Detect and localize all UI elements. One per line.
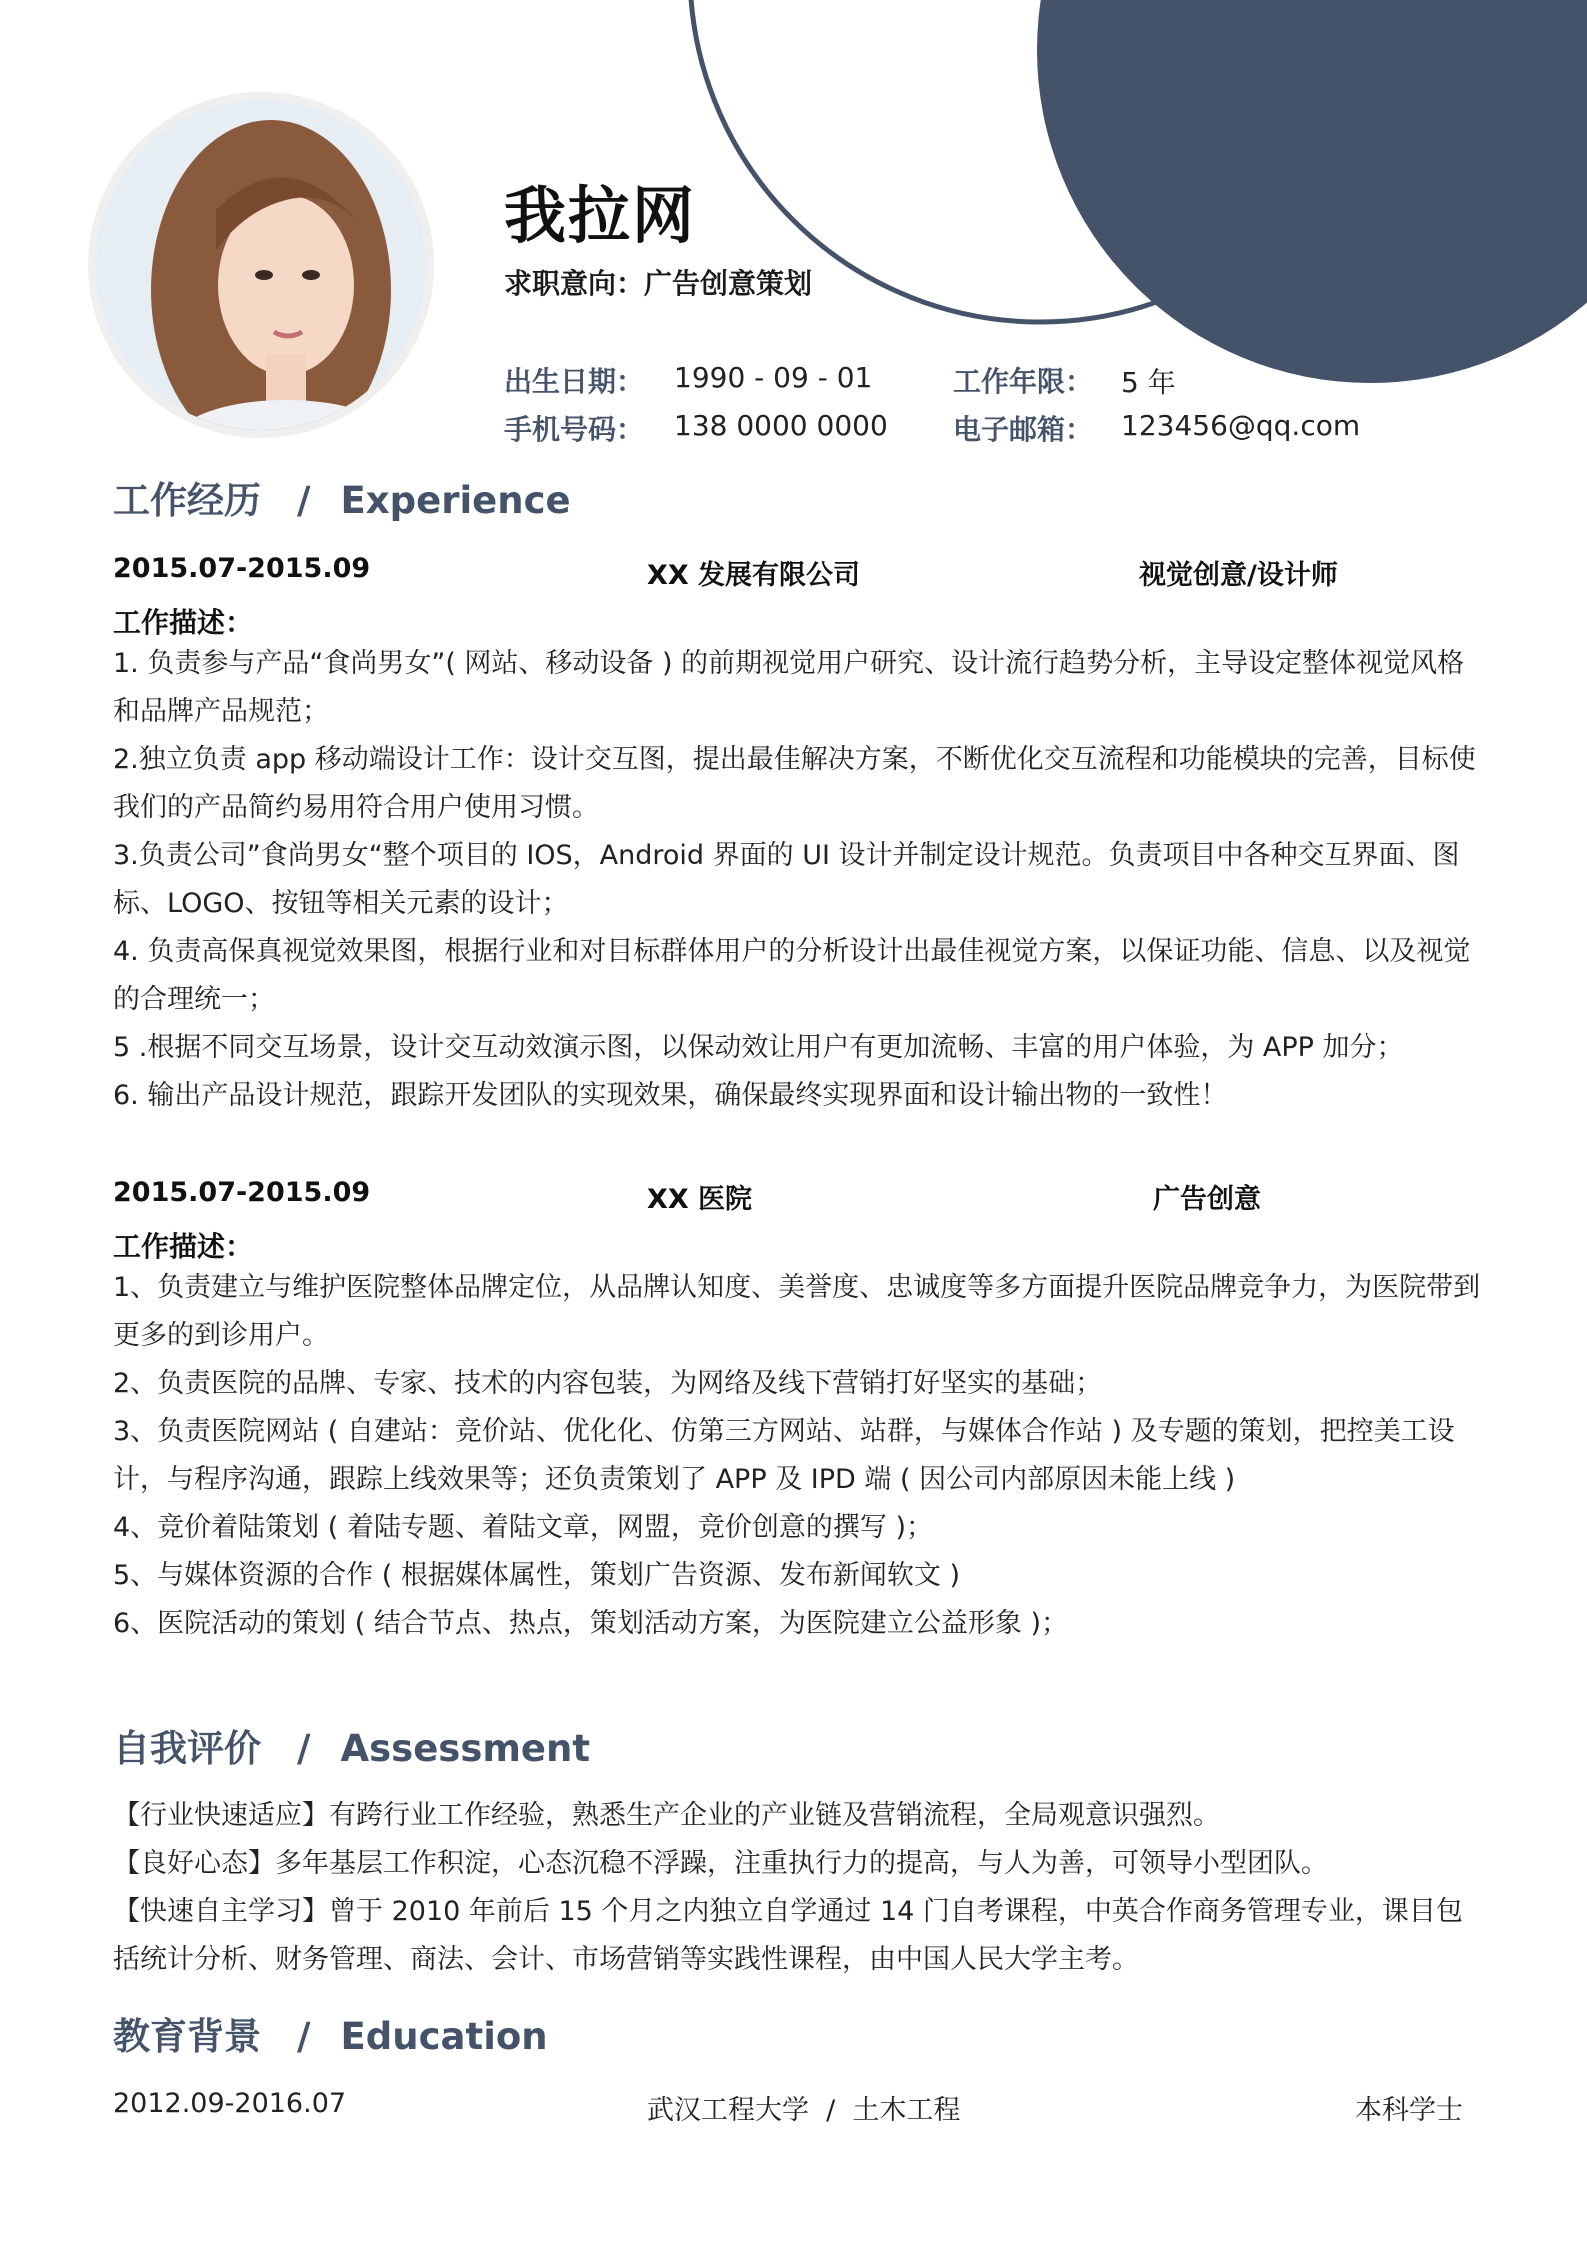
job-date: 2015.07-2015.09 (113, 1177, 371, 1208)
list-item: 1. 负责参与产品“食尚男女”( 网站、移动设备 ) 的前期视觉用户研究、设计流行趋势分析，主导设定整体视觉风格和品牌产品规范； (113, 648, 1465, 727)
list-item: 1、负责建立与维护医院整体品牌定位，从品牌认知度、美誉度、忠诚度等多方面提升医院品牌竞争力，为医院带到更多的到诊用户。 (113, 1272, 1481, 1351)
list-item: 【行业快速适应】有跨行业工作经验，熟悉生产企业的产业链及营销流程，全局观意识强烈。 (113, 1800, 1220, 1831)
section-title-assessment: 自我评价 / Assessment (113, 1727, 591, 1770)
phone-value: 138 0000 0000 (674, 409, 888, 442)
list-item: 3、负责医院网站 ( 自建站：竞价站、优化化、仿第三方网站、站群，与媒体合作站 ) 及专题的策划，把控美工设计，与程序沟通，跟踪上线效果等；还负责策划了 APP 及 IPD 端 ( 因公司内部原因未能上线 ) (113, 1416, 1455, 1495)
job-date: 2015.07-2015.09 (113, 553, 371, 584)
job-desc-label: 工作描述： (113, 1230, 254, 1263)
email-value: 123456@qq.com (1121, 409, 1361, 442)
job-company: XX 医院 (647, 1184, 753, 1215)
phone-label: 手机号码： (504, 413, 645, 446)
years-value: 5 年 (1121, 366, 1176, 399)
education-date: 2012.09-2016.07 (113, 2088, 347, 2119)
assessment-list (113, 1792, 1483, 1984)
list-item: 4. 负责高保真视觉效果图，根据行业和对目标群体用户的分析设计出最佳视觉方案，以保证功能、信息、以及视觉的合理统一； (113, 936, 1471, 1015)
list-item: 4、竞价着陆策划 ( 着陆专题、着陆文章，网盟，竞价创意的撰写 )； (113, 1512, 933, 1543)
section-title-experience: 工作经历 / Experience (113, 479, 571, 522)
job-desc-label: 工作描述： (113, 606, 254, 639)
list-item: 6. 输出产品设计规范，跟踪开发团队的实现效果，确保最终实现界面和设计输出物的一致性！ (113, 1080, 1228, 1111)
birth-label: 出生日期： (504, 365, 645, 398)
education-school: 武汉工程大学 / 土木工程 (647, 2095, 961, 2126)
portrait-icon (96, 100, 426, 430)
job-company: XX 发展有限公司 (647, 560, 861, 591)
job-role: 视觉创意/设计师 (1139, 560, 1338, 591)
list-item: 5、与媒体资源的合作 ( 根据媒体属性，策划广告资源、发布新闻软文 ) (113, 1560, 960, 1591)
section-title-education: 教育背景 / Education (113, 2015, 548, 2058)
years-label: 工作年限： (953, 365, 1094, 398)
job-role: 广告创意 (1153, 1184, 1261, 1215)
job-description-list (113, 1264, 1483, 1648)
list-item: 3.负责公司”食尚男女“整个项目的 IOS，Android 界面的 UI 设计并制定设计规范。负责项目中各种交互界面、图标、LOGO、按钮等相关元素的设计； (113, 840, 1460, 919)
avatar (88, 92, 434, 438)
list-item: 【良好心态】多年基层工作积淀，心态沉稳不浮躁，注重执行力的提高，与人为善，可领导小型团队。 (113, 1848, 1328, 1879)
candidate-name: 我拉网 (504, 179, 697, 252)
list-item: 5 .根据不同交互场景，设计交互动效演示图，以保动效让用户有更加流畅、丰富的用户体验，为 APP 加分； (113, 1032, 1404, 1063)
job-description-list (113, 640, 1483, 1120)
job-intent: 求职意向：广告创意策划 (504, 267, 813, 300)
list-item: 【快速自主学习】曾于 2010 年前后 15 个月之内独立自学通过 14 门自考课程，中英合作商务管理专业，课目包括统计分析、财务管理、商法、会计、市场营销等实践性课程，由中国人民大学主考。 (113, 1896, 1463, 1975)
education-degree: 本科学士 (1355, 2095, 1463, 2126)
list-item: 6、医院活动的策划 ( 结合节点、热点，策划活动方案，为医院建立公益形象 )； (113, 1608, 1068, 1639)
list-item: 2、负责医院的品牌、专家、技术的内容包装，为网络及线下营销打好坚实的基础； (113, 1368, 1103, 1399)
filled-circle (1037, 0, 1587, 383)
list-item: 2.独立负责 app 移动端设计工作：设计交互图，提出最佳解决方案，不断优化交互流程和功能模块的完善，目标使我们的产品简约易用符合用户使用习惯。 (113, 744, 1476, 823)
birth-value: 1990 - 09 - 01 (674, 361, 873, 394)
email-label: 电子邮箱： (953, 413, 1094, 446)
